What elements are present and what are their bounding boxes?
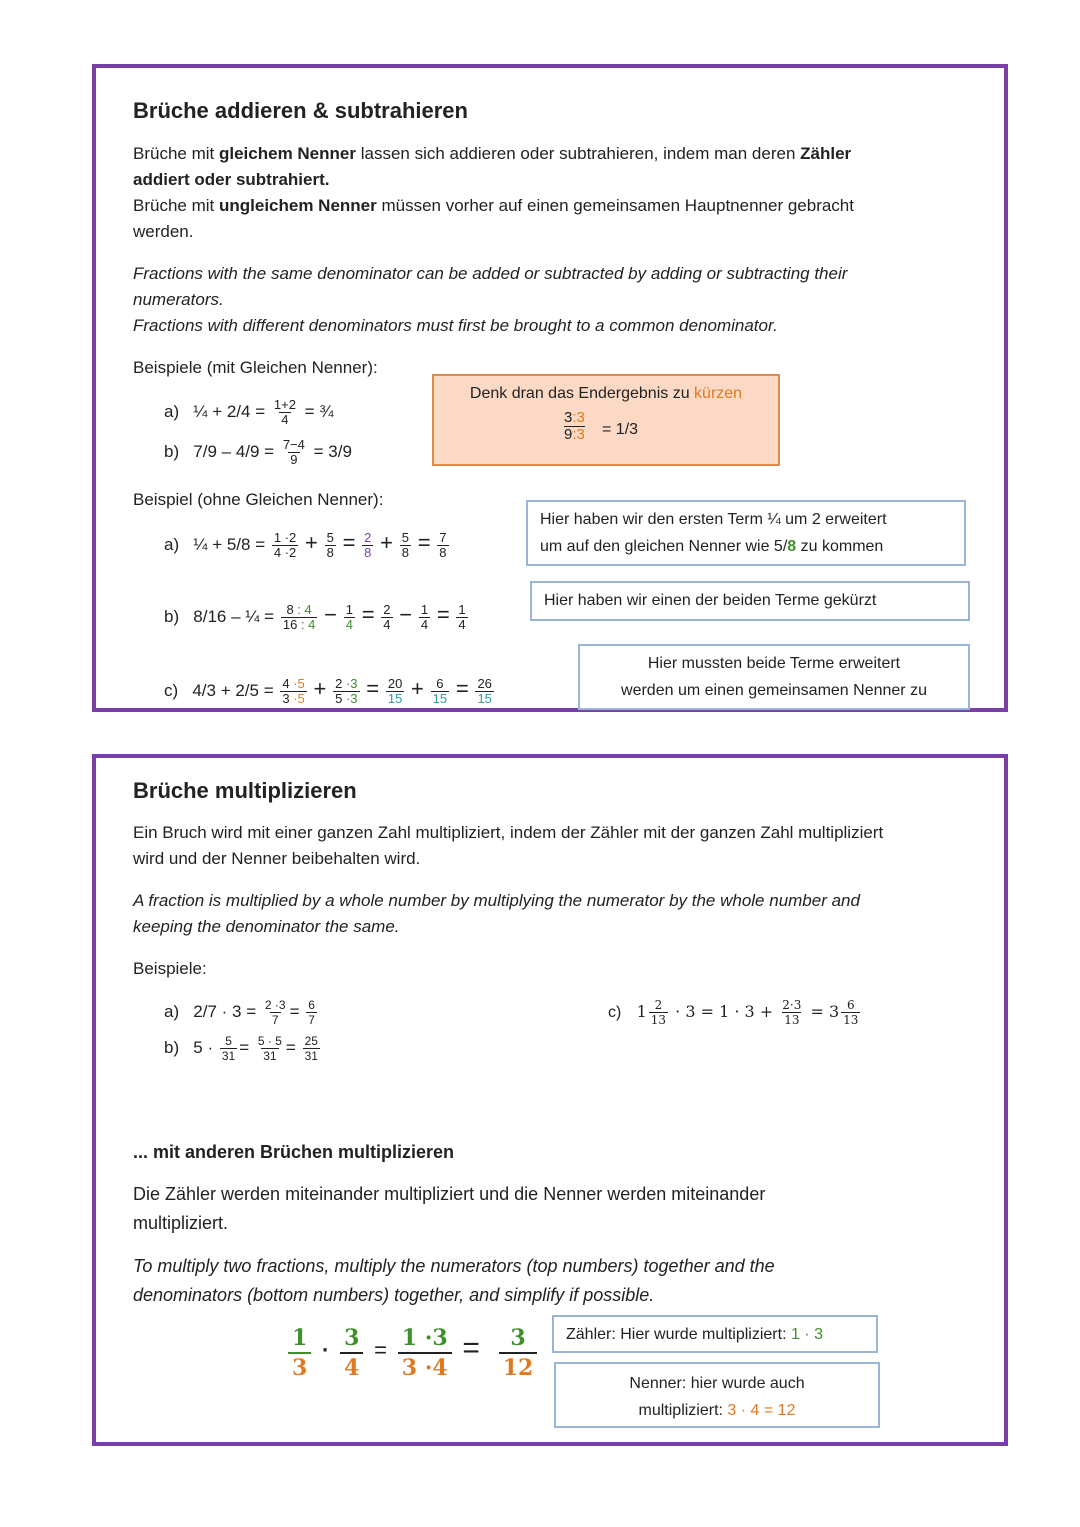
example-diff-b: b) 8/16 – ¼ = $\frac{8 : 4}{16 : 4}$ − $\frac{1}{4}$ = $\frac{2}{4}$ − $\frac{1}{4}$ = $\frac{1}{4}$: [164, 602, 466, 633]
callout-simplified-term: Hier haben wir einen der beiden Terme gekürzt: [530, 581, 970, 621]
example-fraction-product: $\frac{1}{3}$ · $\frac{3}{4}$ = $\frac{1 \cdot 3}{3 \cdot 4}$ = $\frac{3}{12}$: [282, 1324, 543, 1382]
example-same-a: a) ¼ + 2/4 = $\frac{1+2}{4}$ = ¾: [164, 397, 334, 427]
fraction: $\frac{7-4}{9}$: [282, 437, 305, 467]
section-multiply: [92, 754, 1008, 1446]
section-title-add-subtract: Brüche addieren & subtrahieren: [133, 98, 468, 123]
examples-multiply-title: Beispiele:: [133, 959, 207, 978]
callout-both-extended: Hier mussten beide Terme erweitert werden um einen gemeinsamen Nenner zu: [578, 644, 970, 710]
subsection-title: ... mit anderen Brüchen multiplizieren: [133, 1142, 455, 1162]
rule-paragraph-fractions: Die Zähler werden miteinander multipliziert und die Nenner werden miteinander multipliziert.: [133, 1184, 766, 1233]
english-translation-1: Fractions with the same denominator can be added or subtracted by adding or subtracting their numerators. Fractions with different denominators must first be brought to a common denominator.: [133, 264, 848, 335]
english-translation-multiply: A fraction is multiplied by a whole number by multiplying the numerator by the whole number and keeping the denominator the same.: [133, 891, 860, 936]
callout-simplify-reminder: Denk dran das Endergebnis zu kürzen 3:3 9:3 = 1/3: [432, 374, 780, 466]
english-translation-fractions: To multiply two fractions, multiply the numerators (top numbers) together and the denominators (bottom numbers) together, and simplify if possible.: [133, 1256, 775, 1305]
section-title-multiply: Brüche multiplizieren: [133, 778, 357, 803]
rule-paragraph-multiply: Ein Bruch wird mit einer ganzen Zahl multipliziert, indem der Zähler mit der ganzen Zahl multipliziert wird und der Nenner beibehalten wird.: [133, 823, 884, 868]
callout-extended-first-term: Hier haben wir den ersten Term ¼ um 2 erweitert um auf den gleichen Nenner wie 5/8 zu kommen: [526, 500, 966, 566]
callout-numerator: Zähler: Hier wurde multipliziert: 1 · 3: [552, 1315, 878, 1353]
callout-denominator: Nenner: hier wurde auch multipliziert: 3 · 4 = 12: [554, 1362, 880, 1428]
example-diff-a: a) ¼ + 5/8 = $\frac{1 \cdot 2}{4 \cdot 2}$ + $\frac{5}{8}$ = $\frac{2}{8}$ + $\frac{5}{8}$ = $\frac{7}{8}$: [164, 530, 447, 561]
example-mult-a: a) 2/7 · 3 = $\frac{2 \cdot 3}{7}$ = $\frac{6}{7}$: [164, 998, 315, 1027]
fraction: $\frac{1+2}{4}$: [273, 397, 296, 427]
example-mult-b: b) 5 · $\frac{5}{31}$ = $\frac{5 \cdot 5}{31}$ = $\frac{25}{31}$: [164, 1034, 318, 1063]
example-same-b: b) 7/9 – 4/9 = $\frac{7-4}{9}$ = 3/9: [164, 437, 352, 467]
example-diff-c: c) 4/3 + 2/5 = $\frac{4 \cdot 5}{3 \cdot 5}$ + $\frac{2 \cdot 3}{5 \cdot 3}$ = $\frac{20}{15}$ + $\frac{6}{15}$ = $\frac{26}{15}$: [164, 676, 492, 707]
examples-same-title: Beispiele (mit Gleichen Nenner):: [133, 358, 378, 377]
rule-paragraph-1: Brüche mit gleichem Nenner lassen sich addieren oder subtrahieren, indem man deren Zähler addiert oder subtrahiert. Brüche mit ungleichem Nenner müssen vorher auf einen gemeinsamen Hauptnenner gebracht werden.: [133, 144, 854, 241]
section-add-subtract: [92, 64, 1008, 712]
examples-diff-title: Beispiel (ohne Gleichen Nenner):: [133, 490, 384, 509]
example-mult-c: c) 1 $\frac{2}{13}$ · 3 = 1 · 3 + $\frac{2\cdot 3}{13}$ = 3 $\frac{6}{13}$: [608, 998, 859, 1027]
